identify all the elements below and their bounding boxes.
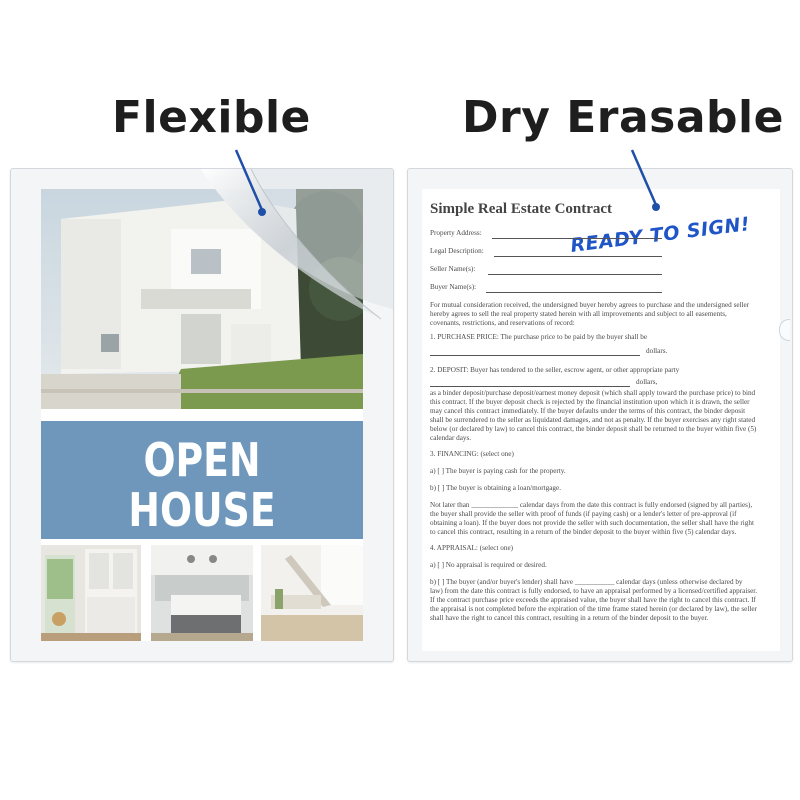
deposit-line-1: as a binder deposit/purchase deposit/earnest money deposit (which shall apply toward the purchase price) to bind [430,389,756,397]
appraisal-line-4: the appraisal is not completed before the expiration of the time frame stated herein (or declared by law), the seller [430,605,757,613]
field-seller-names: Seller Name(s): [430,265,476,273]
flexible-label: Flexible [112,92,311,143]
deposit-line-5: below (or declared by law) to cancel this contract, the binder deposit shall be returned to the buyer within five (5) [430,425,757,433]
appraisal-line-1: b) [ ] The buyer (and/or buyer's lender) shall have ___________ calendar days (unless otherwise declared by [430,578,743,586]
field-buyer-names: Buyer Name(s): [430,283,477,291]
contract-title: Simple Real Estate Contract [430,201,613,217]
deposit-line-6: calendar days. [430,434,472,442]
deposit-line-4: shall be surrendered to the seller as liquidated damages, and not as penalty. If the buyer exercises any right stated [430,416,756,424]
street-address: STREET [227,558,285,570]
financing-heading: 3. FINANCING: (select one) [430,450,514,458]
handwritten-note: READY TO SIGN! [569,213,752,257]
dry-erasable-label: Dry Erasable [462,92,784,143]
appraisal-option-a: a) [ ] No appraisal is required or desired. [430,561,547,569]
flexible-pointer [236,150,266,216]
financing-line-3: obtaining a loan). If the buyer does not provide the seller with such documentation, the seller shall have the right [430,519,754,527]
financing-option-a: a) [ ] The buyer is paying cash for the property. [430,467,566,475]
dry-erasable-pointer [632,150,660,211]
appraisal-line-3: If the contract purchase price exceeds the appraised value, the buyer shall have the right to cancel this contract. If [430,596,756,604]
intro-line-1: For mutual consideration received, the undersigned buyer hereby agrees to purchase and the undersigned seller [430,301,750,309]
financing-option-b: b) [ ] The buyer is obtaining a loan/mortgage. [430,484,562,492]
appraisal-line-5: shall have the right to cancel this contract, resulting in a return of the binder deposit to the buyer. [430,614,709,622]
intro-line-2: hereby agrees to sell the real property stated herein with all improvements and subject to all easements, [430,310,727,318]
dollars-label-2: dollars, [636,378,658,386]
field-legal-description: Legal Description: [430,247,484,255]
financing-line-4: to cancel this contract, resulting in a return of the binder deposit to the buyer within five (5) calendar days. [430,528,737,536]
purchase-price-heading: 1. PURCHASE PRICE: The purchase price to be paid by the buyer shall be [430,333,648,341]
deposit-heading: 2. DEPOSIT: Buyer has tendered to the seller, escrow agent, or other appropriate party [430,366,680,374]
deposit-line-2: this contract. If the buyer deposit check is rejected by the financial institution upon which it is drawn, the seller [430,398,750,406]
open-house-title: OPEN HOUSE [128,433,276,537]
financing-line-1: Not later than _____________ calendar days from the date this contract is fully endorsed (signed by all parties), [430,501,753,509]
deposit-line-3: may cancel this contract immediately. If the buyer defaults under the terms of this contract, the binder deposit [430,407,746,415]
field-property-address: Property Address: [430,229,482,237]
intro-line-3: covenants, restrictions, and reservations of record: [430,319,575,327]
appraisal-line-2: law) from the date this contract is fully endorsed, to have an appraisal performed by a licensed/certified appraiser. [430,587,758,595]
appraisal-heading: 4. APPRAISAL: (select one) [430,544,514,552]
financing-line-2: the buyer shall provide the seller with proof of funds (if paying cash) or a lender's letter of pre-approval (if [430,510,737,518]
dollars-label-1: dollars. [646,347,668,355]
